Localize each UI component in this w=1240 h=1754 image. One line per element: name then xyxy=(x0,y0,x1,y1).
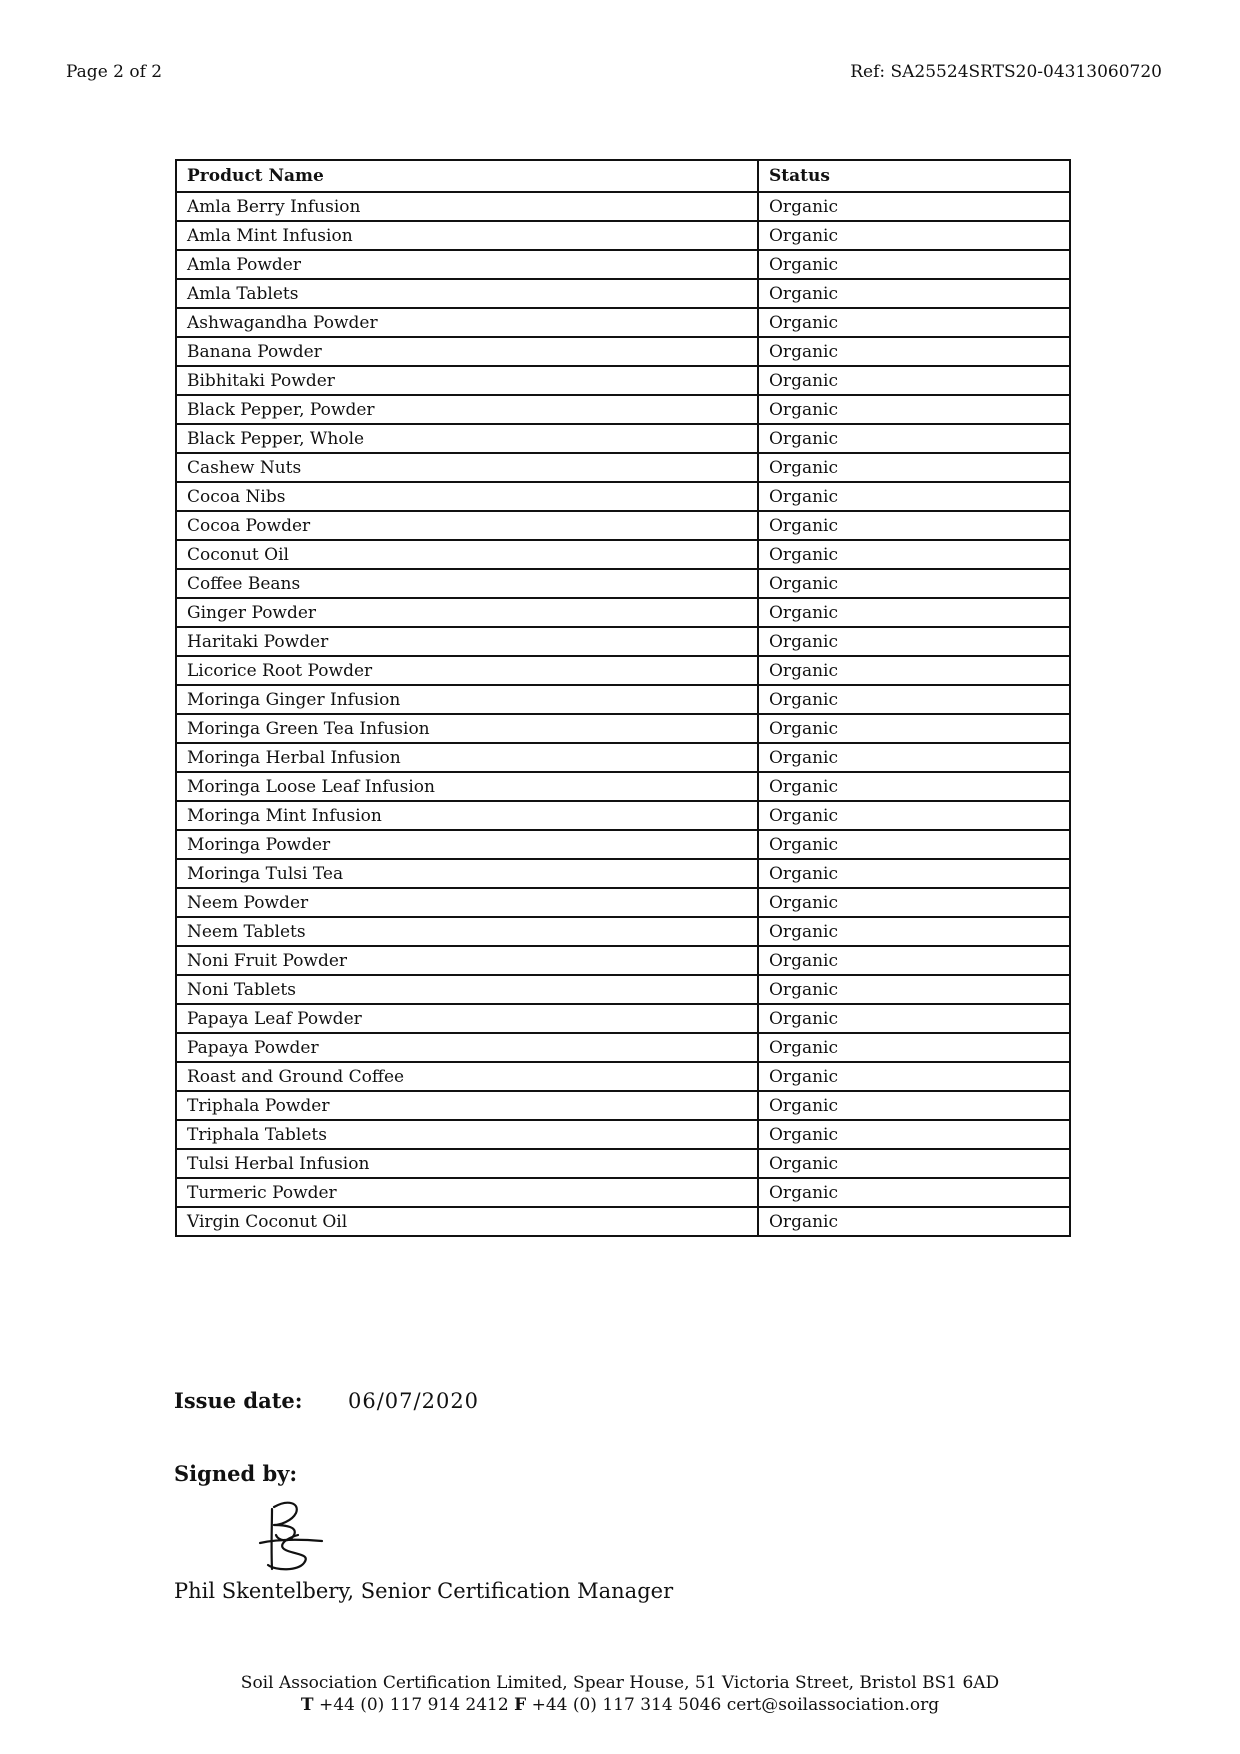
table-row xyxy=(176,1178,1070,1207)
status-cell: Organic xyxy=(758,975,1070,1004)
status-cell: Organic xyxy=(758,366,1070,395)
product-name-cell: Virgin Coconut Oil xyxy=(176,1207,758,1236)
status-cell: Organic xyxy=(758,1178,1070,1207)
footer xyxy=(0,1672,1240,1716)
table-row xyxy=(176,569,1070,598)
table-row xyxy=(176,888,1070,917)
product-table-body xyxy=(176,192,1070,1236)
status-cell: Organic xyxy=(758,540,1070,569)
status-cell: Organic xyxy=(758,1120,1070,1149)
table-row xyxy=(176,1062,1070,1091)
status-cell: Organic xyxy=(758,192,1070,221)
table-row xyxy=(176,714,1070,743)
status-cell: Organic xyxy=(758,685,1070,714)
status-cell: Organic xyxy=(758,1149,1070,1178)
product-name-cell: Ashwagandha Powder xyxy=(176,308,758,337)
table-row xyxy=(176,830,1070,859)
product-name-cell: Bibhitaki Powder xyxy=(176,366,758,395)
page-number: Page 2 of 2 xyxy=(66,62,163,82)
status-cell: Organic xyxy=(758,221,1070,250)
product-name-cell: Turmeric Powder xyxy=(176,1178,758,1207)
status-cell: Organic xyxy=(758,888,1070,917)
status-cell: Organic xyxy=(758,569,1070,598)
product-name-cell: Tulsi Herbal Infusion xyxy=(176,1149,758,1178)
signed-by-label: Signed by: xyxy=(174,1461,298,1486)
status-cell: Organic xyxy=(758,830,1070,859)
status-cell: Organic xyxy=(758,511,1070,540)
phone-number: +44 (0) 117 914 2412 xyxy=(318,1695,509,1715)
status-cell: Organic xyxy=(758,250,1070,279)
product-name-cell: Noni Tablets xyxy=(176,975,758,1004)
table-row xyxy=(176,1091,1070,1120)
product-name-cell: Licorice Root Powder xyxy=(176,656,758,685)
status-cell: Organic xyxy=(758,743,1070,772)
product-name-cell: Amla Tablets xyxy=(176,279,758,308)
product-name-cell: Neem Powder xyxy=(176,888,758,917)
table-row xyxy=(176,859,1070,888)
table-row xyxy=(176,279,1070,308)
status-cell: Organic xyxy=(758,308,1070,337)
table-row xyxy=(176,656,1070,685)
product-name-cell: Triphala Powder xyxy=(176,1091,758,1120)
product-name-cell: Black Pepper, Whole xyxy=(176,424,758,453)
product-name-cell: Moringa Mint Infusion xyxy=(176,801,758,830)
product-name-cell: Moringa Ginger Infusion xyxy=(176,685,758,714)
status-cell: Organic xyxy=(758,395,1070,424)
product-name-cell: Moringa Herbal Infusion xyxy=(176,743,758,772)
table-row xyxy=(176,308,1070,337)
product-name-cell: Coconut Oil xyxy=(176,540,758,569)
table-row xyxy=(176,337,1070,366)
fax-number: +44 (0) 117 314 5046 xyxy=(531,1695,722,1715)
issue-date-block xyxy=(174,1388,479,1413)
table-row xyxy=(176,1033,1070,1062)
footer-contact xyxy=(0,1694,1240,1716)
table-row xyxy=(176,975,1070,1004)
status-cell: Organic xyxy=(758,714,1070,743)
status-cell: Organic xyxy=(758,772,1070,801)
product-name-cell: Cocoa Powder xyxy=(176,511,758,540)
reference-number: Ref: SA25524SRTS20-04313060720 xyxy=(850,62,1162,82)
signer-name: Phil Skentelbery, Senior Certification Manager xyxy=(174,1579,674,1603)
product-name-cell: Noni Fruit Powder xyxy=(176,946,758,975)
table-row xyxy=(176,801,1070,830)
table-row xyxy=(176,424,1070,453)
footer-address: Soil Association Certification Limited, Spear House, 51 Victoria Street, Bristol BS1 6AD xyxy=(240,1673,1000,1693)
product-name-cell: Moringa Green Tea Infusion xyxy=(176,714,758,743)
table-row xyxy=(176,482,1070,511)
table-row xyxy=(176,1004,1070,1033)
issue-date-label: Issue date: xyxy=(174,1388,303,1413)
table-row xyxy=(176,366,1070,395)
product-name-cell: Roast and Ground Coffee xyxy=(176,1062,758,1091)
handwritten-signature-icon xyxy=(238,1495,328,1575)
table-header-row xyxy=(176,160,1070,192)
status-cell: Organic xyxy=(758,598,1070,627)
table-row xyxy=(176,627,1070,656)
table-row xyxy=(176,221,1070,250)
status-cell: Organic xyxy=(758,1091,1070,1120)
status-cell: Organic xyxy=(758,482,1070,511)
product-name-cell: Haritaki Powder xyxy=(176,627,758,656)
status-cell: Organic xyxy=(758,917,1070,946)
table-row xyxy=(176,598,1070,627)
column-header-product-name: Product Name xyxy=(176,160,758,192)
status-cell: Organic xyxy=(758,1207,1070,1236)
phone-label: T xyxy=(300,1695,314,1715)
product-name-cell: Cashew Nuts xyxy=(176,453,758,482)
table-row xyxy=(176,743,1070,772)
product-name-cell: Neem Tablets xyxy=(176,917,758,946)
product-name-cell: Moringa Loose Leaf Infusion xyxy=(176,772,758,801)
status-cell: Organic xyxy=(758,801,1070,830)
product-name-cell: Banana Powder xyxy=(176,337,758,366)
table-row xyxy=(176,917,1070,946)
issue-date-value: 06/07/2020 xyxy=(348,1389,480,1413)
status-cell: Organic xyxy=(758,1033,1070,1062)
product-name-cell: Amla Powder xyxy=(176,250,758,279)
status-cell: Organic xyxy=(758,627,1070,656)
table-row xyxy=(176,946,1070,975)
status-cell: Organic xyxy=(758,424,1070,453)
table-row xyxy=(176,192,1070,221)
status-cell: Organic xyxy=(758,946,1070,975)
table-row xyxy=(176,1149,1070,1178)
table-row xyxy=(176,772,1070,801)
product-table xyxy=(175,159,1071,1237)
table-row xyxy=(176,250,1070,279)
product-name-cell: Coffee Beans xyxy=(176,569,758,598)
status-cell: Organic xyxy=(758,279,1070,308)
fax-label: F xyxy=(514,1695,527,1715)
status-cell: Organic xyxy=(758,859,1070,888)
status-cell: Organic xyxy=(758,453,1070,482)
status-cell: Organic xyxy=(758,1004,1070,1033)
column-header-status: Status xyxy=(758,160,1070,192)
table-row xyxy=(176,1120,1070,1149)
contact-email[interactable]: cert@soilassociation.org xyxy=(726,1695,940,1715)
product-name-cell: Triphala Tablets xyxy=(176,1120,758,1149)
product-name-cell: Amla Berry Infusion xyxy=(176,192,758,221)
status-cell: Organic xyxy=(758,337,1070,366)
product-name-cell: Black Pepper, Powder xyxy=(176,395,758,424)
table-row xyxy=(176,453,1070,482)
table-row xyxy=(176,511,1070,540)
status-cell: Organic xyxy=(758,1062,1070,1091)
product-name-cell: Ginger Powder xyxy=(176,598,758,627)
status-cell: Organic xyxy=(758,656,1070,685)
product-name-cell: Papaya Powder xyxy=(176,1033,758,1062)
product-name-cell: Amla Mint Infusion xyxy=(176,221,758,250)
table-row xyxy=(176,685,1070,714)
product-name-cell: Papaya Leaf Powder xyxy=(176,1004,758,1033)
table-row xyxy=(176,540,1070,569)
product-name-cell: Moringa Tulsi Tea xyxy=(176,859,758,888)
product-name-cell: Moringa Powder xyxy=(176,830,758,859)
product-name-cell: Cocoa Nibs xyxy=(176,482,758,511)
page-header xyxy=(66,62,1162,86)
table-row xyxy=(176,395,1070,424)
table-row xyxy=(176,1207,1070,1236)
